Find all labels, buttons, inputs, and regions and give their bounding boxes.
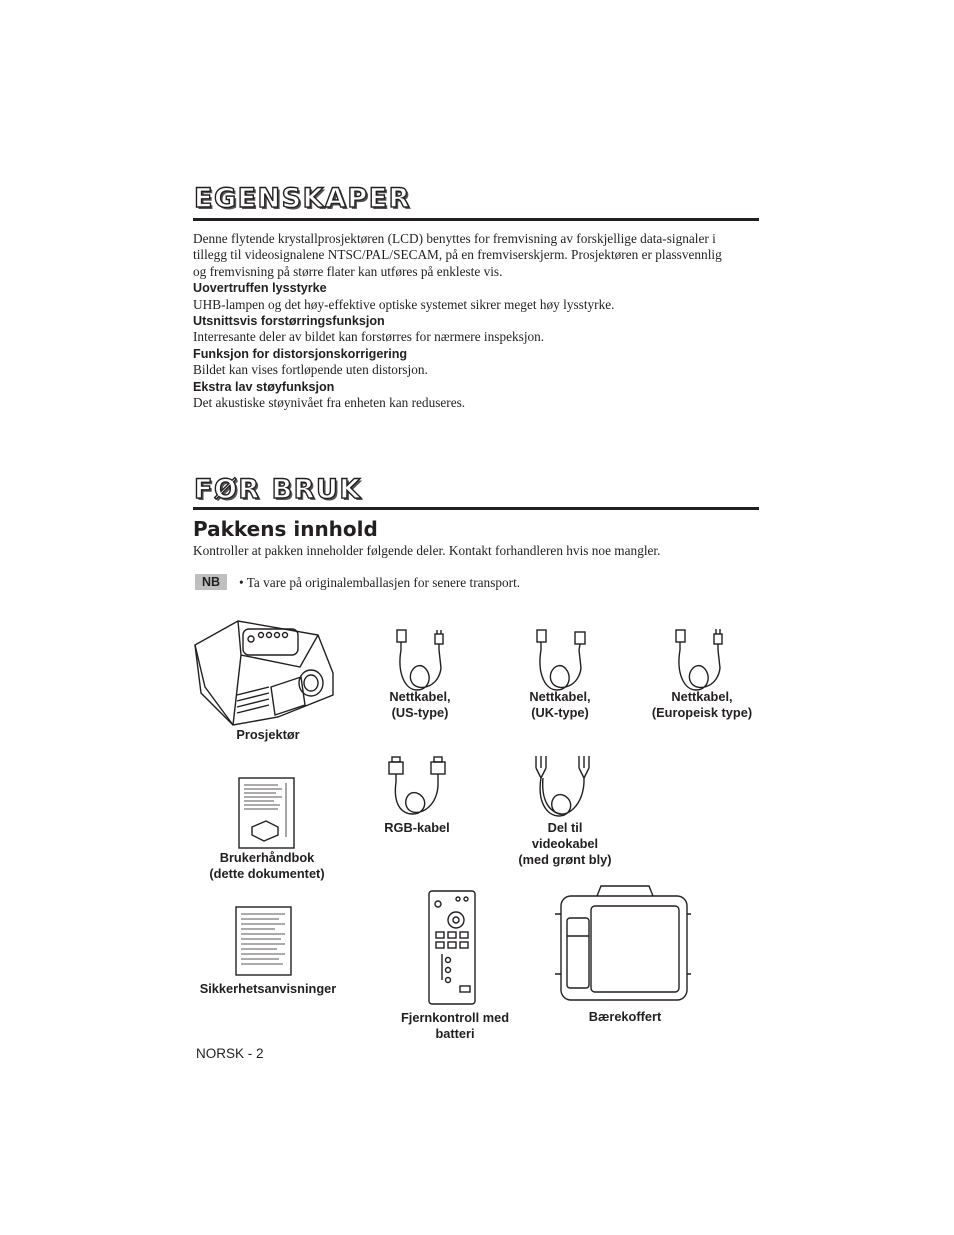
remote-control-illustration — [428, 890, 478, 1006]
feature-text: UHB-lampen og det høy-effektive optiske systemet sikrer meget høy lysstyrke. — [193, 296, 615, 312]
caption-line: batteri — [435, 1026, 475, 1041]
caption-power-eu — [640, 689, 764, 721]
caption-line: Brukerhåndbok — [219, 850, 315, 865]
caption-line: Nettkabel, — [671, 689, 733, 704]
caption-line: Nettkabel, — [389, 689, 451, 704]
section-title-features: EGENSKAPER — [194, 183, 411, 214]
power-cable-us-illustration — [393, 628, 453, 693]
features-intro — [193, 231, 763, 411]
feature-text: Bildet kan vises fortløpende uten distorsjon. — [193, 362, 428, 378]
feature-heading: Utsnittsvis forstørringsfunksjon — [193, 314, 385, 329]
caption-video — [500, 820, 630, 868]
power-cable-uk-illustration — [533, 628, 593, 693]
note-badge: NB — [195, 574, 227, 590]
caption-line: (Europeisk type) — [651, 705, 753, 720]
rgb-cable-illustration — [387, 756, 451, 818]
caption-case: Bærekoffert — [588, 1009, 662, 1024]
intro-line: tillegg til videosignalene NTSC/PAL/SECAM, på en fremviserskjerm. Prosjektøren er plassvennlig — [193, 247, 722, 263]
feature-heading: Uovertruffen lysstyrke — [193, 281, 327, 296]
caption-line: (dette dokumentet) — [209, 866, 325, 881]
safety-sheet-illustration — [235, 906, 293, 976]
title-rule — [193, 507, 759, 510]
caption-power-uk — [500, 689, 620, 721]
feature-heading: Ekstra lav støyfunksjon — [193, 379, 335, 394]
carrying-case-illustration — [555, 884, 691, 1004]
caption-rgb: RGB-kabel — [384, 820, 450, 835]
feature-text: Det akustiske støynivået fra enheten kan reduseres. — [193, 395, 466, 411]
power-cable-eu-illustration — [672, 628, 732, 693]
intro-line: og fremvisning på større flater kan utføres på enkleste vis. — [193, 263, 503, 279]
caption-safety: Sikkerhetsanvisninger — [199, 981, 337, 996]
title-rule — [193, 218, 759, 221]
page-footer: NORSK - 2 — [196, 1046, 264, 1061]
projector-illustration — [193, 615, 343, 725]
caption-power-us — [360, 689, 480, 721]
caption-projector: Prosjektør — [236, 727, 300, 742]
caption-line: videokabel — [531, 836, 599, 851]
feature-heading: Funksjon for distorsjonskorrigering — [193, 346, 408, 361]
caption-line: (med grønt bly) — [518, 852, 612, 867]
caption-line: (US-type) — [391, 705, 449, 720]
intro-line: Denne flytende krystallprosjektøren (LCD) benyttes for fremvisning av forskjellige data-signaler i — [193, 231, 716, 246]
manual-illustration — [238, 777, 296, 849]
caption-line: (UK-type) — [531, 705, 589, 720]
caption-remote — [390, 1010, 520, 1042]
feature-text: Interresante deler av bildet kan forstørres for nærmere inspeksjon. — [193, 329, 545, 345]
caption-line: Nettkabel, — [529, 689, 591, 704]
caption-manual — [192, 850, 342, 882]
caption-line: Fjernkontroll med — [400, 1010, 510, 1025]
note-text: • Ta vare på originalemballasjen for senere transport. — [239, 575, 521, 590]
subsection-title: Pakkens innhold — [193, 517, 378, 541]
caption-line: Del til — [547, 820, 583, 835]
video-cable-illustration — [533, 754, 597, 820]
section-title-before-use: FØR BRUK — [194, 474, 362, 505]
contents-intro: Kontroller at pakken inneholder følgende deler. Kontakt forhandleren hvis noe mangler. — [193, 543, 661, 558]
